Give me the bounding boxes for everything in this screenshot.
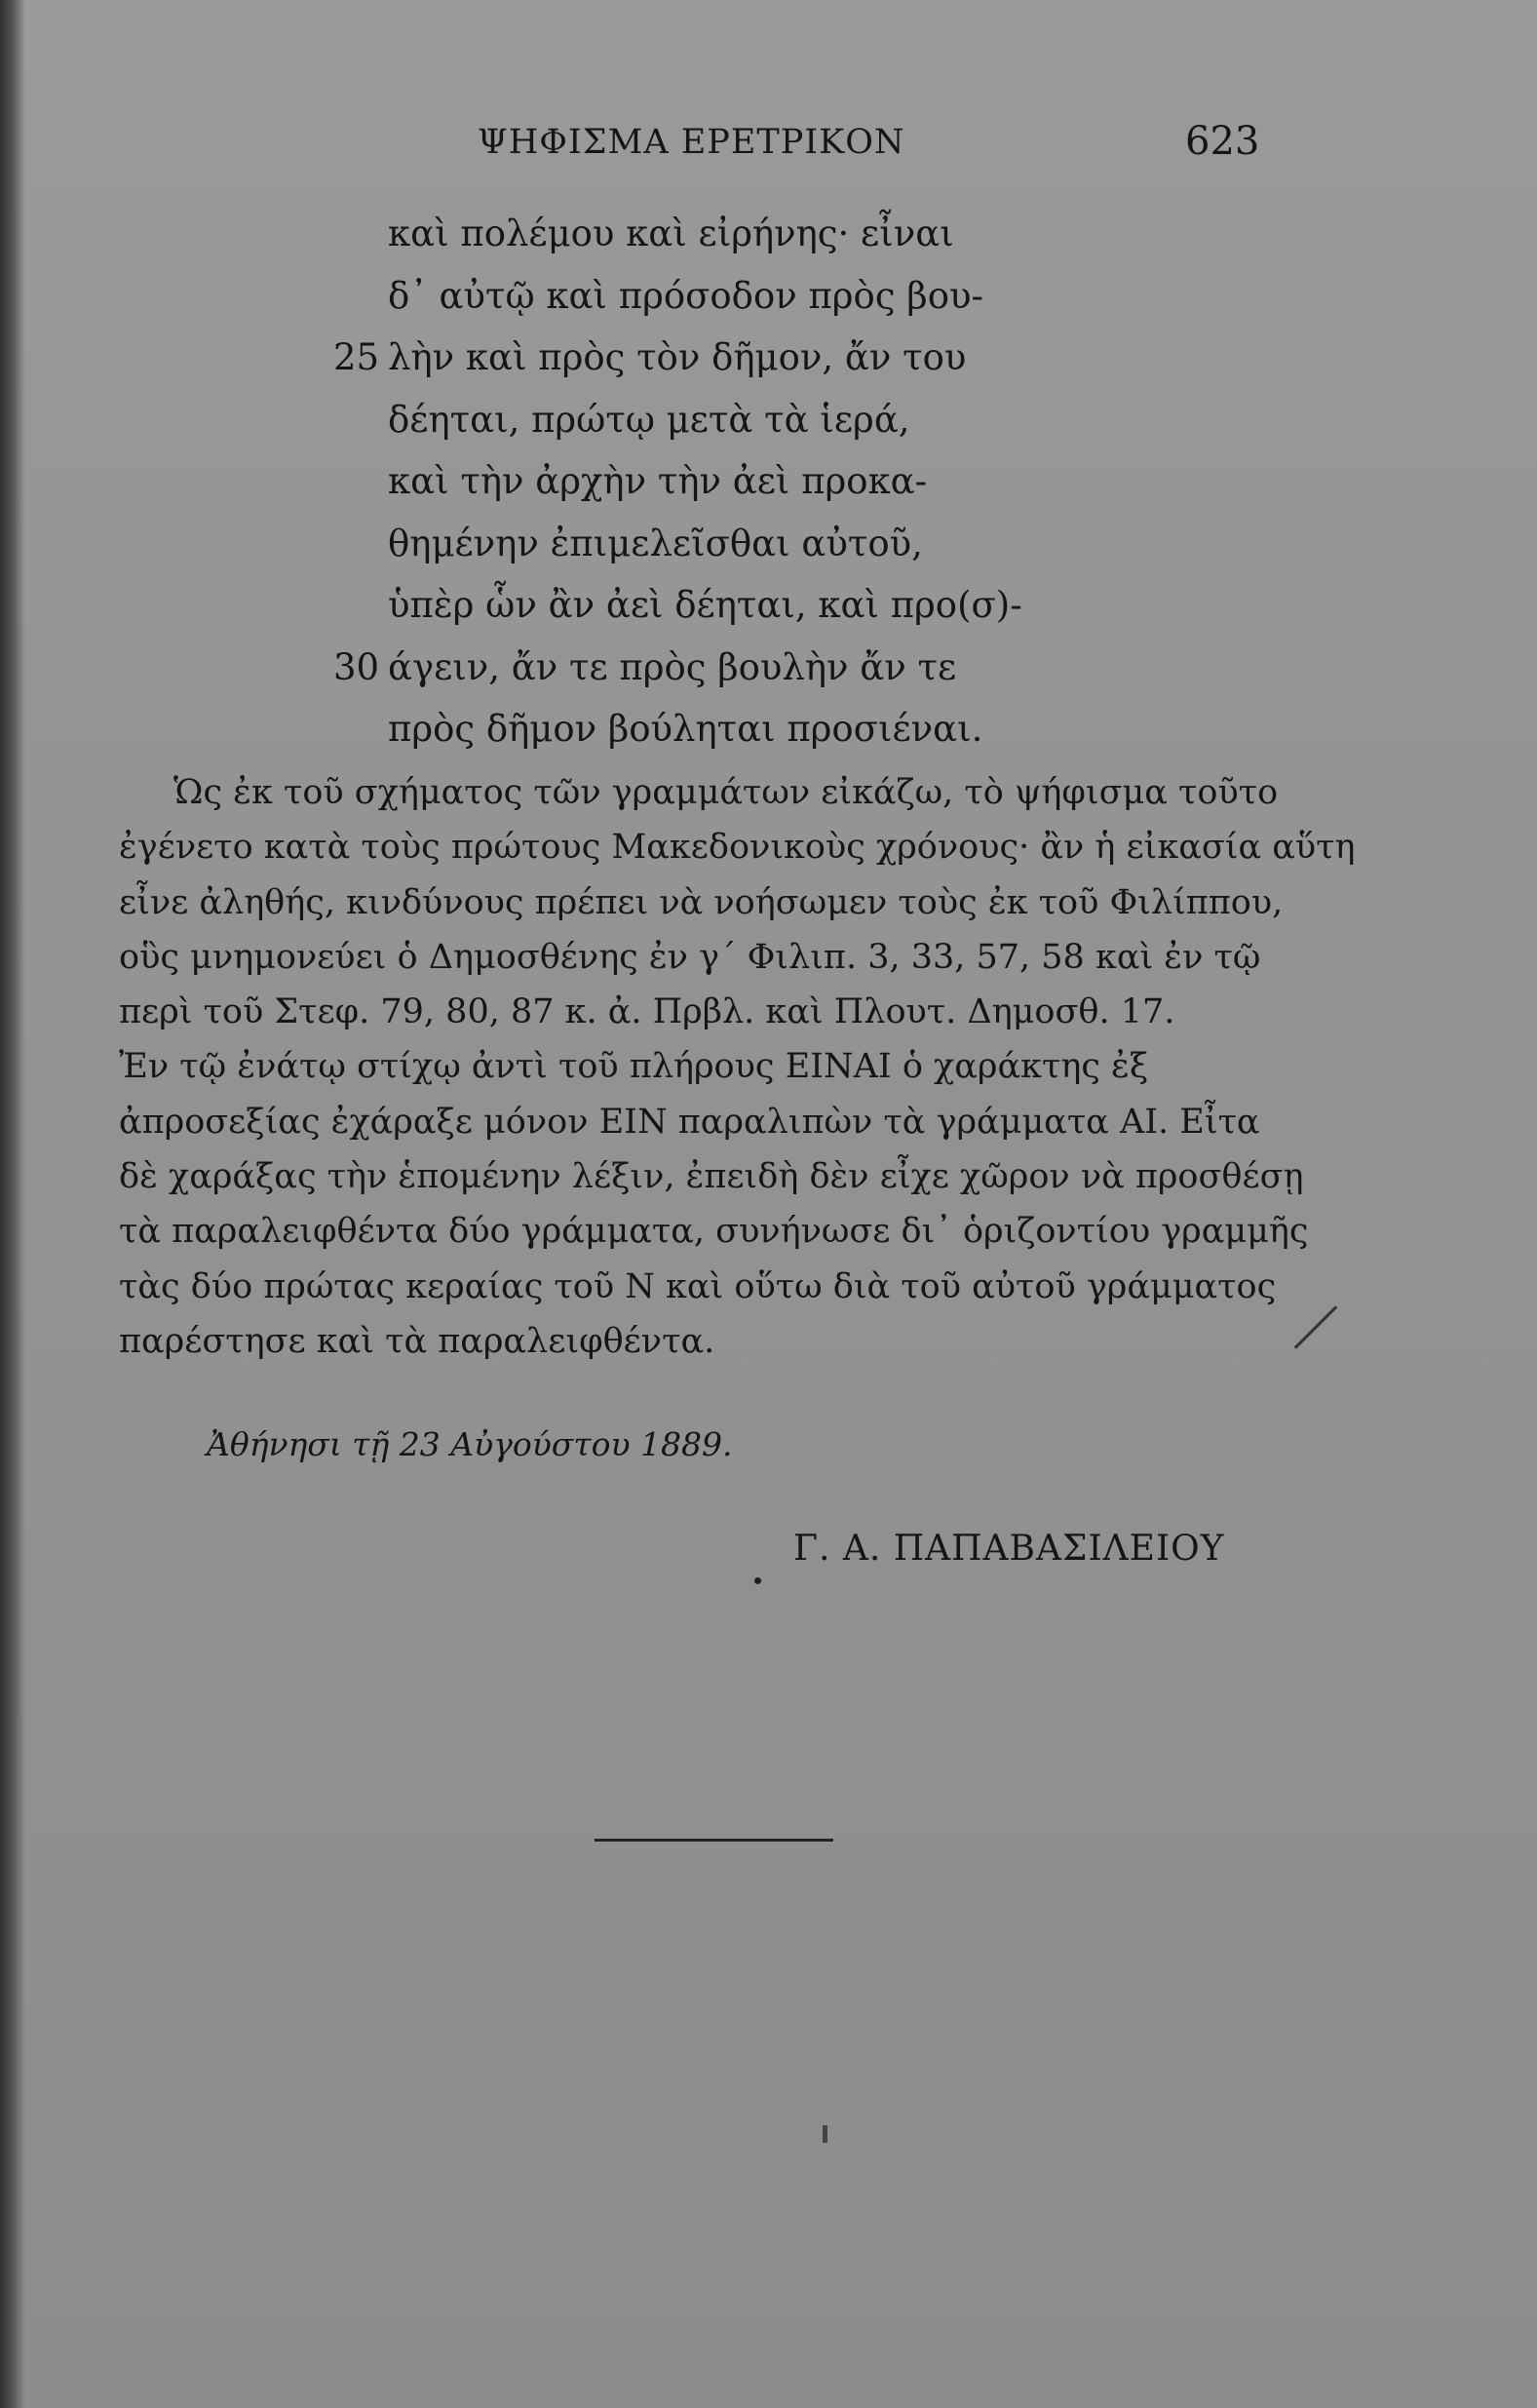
commentary-line: δὲ χαράξας τὴν ἑπομένην λέξιν, ἐπειδὴ δὲν εἶχε χῶρον νὰ προσθέσῃ (119, 1157, 1304, 1197)
running-title: ΨΗΦΙΣΜΑ ΕΡΕΤΡΙΚΟΝ (478, 123, 905, 162)
commentary-line: περὶ τοῦ Στεφ. 79, 80, 87 κ. ἀ. Πρβλ. καὶ Πλουτ. Δημοσθ. 17. (119, 992, 1175, 1032)
inscription-line (388, 513, 1022, 575)
commentary-line: εἶνε ἀληθής, κινδύνους πρέπει νὰ νοήσωμεν τοὺς ἐκ τοῦ Φιλίππου, (119, 882, 1284, 922)
commentary-line: ἐγένετο κατὰ τοὺς πρώτους Μακεδονικοὺς χρόνους· ἂν ἡ εἰκασία αὕτη (119, 828, 1356, 868)
commentary-line: Ἐν τῷ ἐνάτῳ στίχῳ ἀντὶ τοῦ πλήρους ΕΙΝΑΙ ὁ χαράκτης ἐξ (119, 1047, 1149, 1087)
inscription-line (388, 265, 1022, 328)
inscription-line (333, 637, 1022, 699)
pen-mark (1294, 1305, 1338, 1349)
commentary-paragraph (119, 765, 1356, 1369)
page-number: 623 (1185, 119, 1260, 164)
author-signature: Γ. Α. ΠΑΠΑΒΑΣΙΛΕΙΟΥ (793, 1529, 1225, 1569)
inscription-line-text: πρὸς δῆμον βούληται προσιέναι. (388, 708, 983, 750)
line-number: 30 (333, 645, 380, 688)
section-rule (595, 1839, 833, 1842)
inscription-text (333, 203, 1022, 760)
inscription-line-text: δ᾽ αὐτῷ καὶ πρόσοδον πρὸς βου- (388, 274, 983, 317)
inscription-line (333, 327, 1022, 389)
inscription-line-text: άγειν, ἄν τε πρὸς βουλὴν ἄν τε (388, 645, 957, 688)
inscription-line (388, 389, 1022, 451)
inscription-line-text: λὴν καὶ πρὸς τὸν δῆμον, ἄν του (388, 336, 967, 378)
line-number: 25 (333, 336, 380, 378)
inscription-line-text: ὑπὲρ ὧν ἂν ἀεὶ δέηται, καὶ προ(σ)- (388, 584, 1022, 626)
paper-speck (823, 2125, 827, 2143)
inscription-line-text: καὶ πολέμου καὶ εἰρήνης· εἶναι (388, 213, 954, 254)
commentary-line: τὰς δύο πρώτας κεραίας τοῦ Ν καὶ οὕτω διὰ τοῦ αὐτοῦ γράμματος (119, 1266, 1277, 1306)
inscription-line (388, 203, 1022, 265)
inscription-line (388, 698, 1022, 760)
book-gutter-shadow (0, 0, 25, 2408)
commentary-line: οὓς μνημονεύει ὁ Δημοσθένης ἐν γ΄ Φιλιπ. 3, 33, 57, 58 καὶ ἐν τῷ (119, 937, 1261, 977)
inscription-line-text: θημένην ἐπιμελεῖσθαι αὐτοῦ, (388, 522, 923, 564)
inscription-line (388, 574, 1022, 637)
commentary-line: τὰ παραλειφθέντα δύο γράμματα, συνήνωσε δι᾽ ὁριζοντίου γραμμῆς (119, 1212, 1309, 1252)
commentary-line: ἀπροσεξίας ἐχάραξε μόνον ΕΙΝ παραλιπὼν τὰ γράμματα ΑΙ. Εἶτα (119, 1102, 1260, 1142)
commentary-line: παρέστησε καὶ τὰ παραλειφθέντα. (119, 1321, 715, 1361)
dateline: Ἀθήνησι τῇ 23 Αὐγούστου 1889. (207, 1425, 733, 1463)
inscription-line-text: καὶ τὴν ἀρχὴν τὴν ἀεὶ προκα- (388, 460, 928, 502)
ink-dot (754, 1577, 761, 1584)
inscription-line (388, 450, 1022, 513)
inscription-line-text: δέηται, πρώτῳ μετὰ τὰ ἱερά, (388, 398, 910, 441)
commentary-line: Ὡς ἐκ τοῦ σχήματος τῶν γραμμάτων εἰκάζω, τὸ ψήφισμα τοῦτο (173, 773, 1279, 812)
